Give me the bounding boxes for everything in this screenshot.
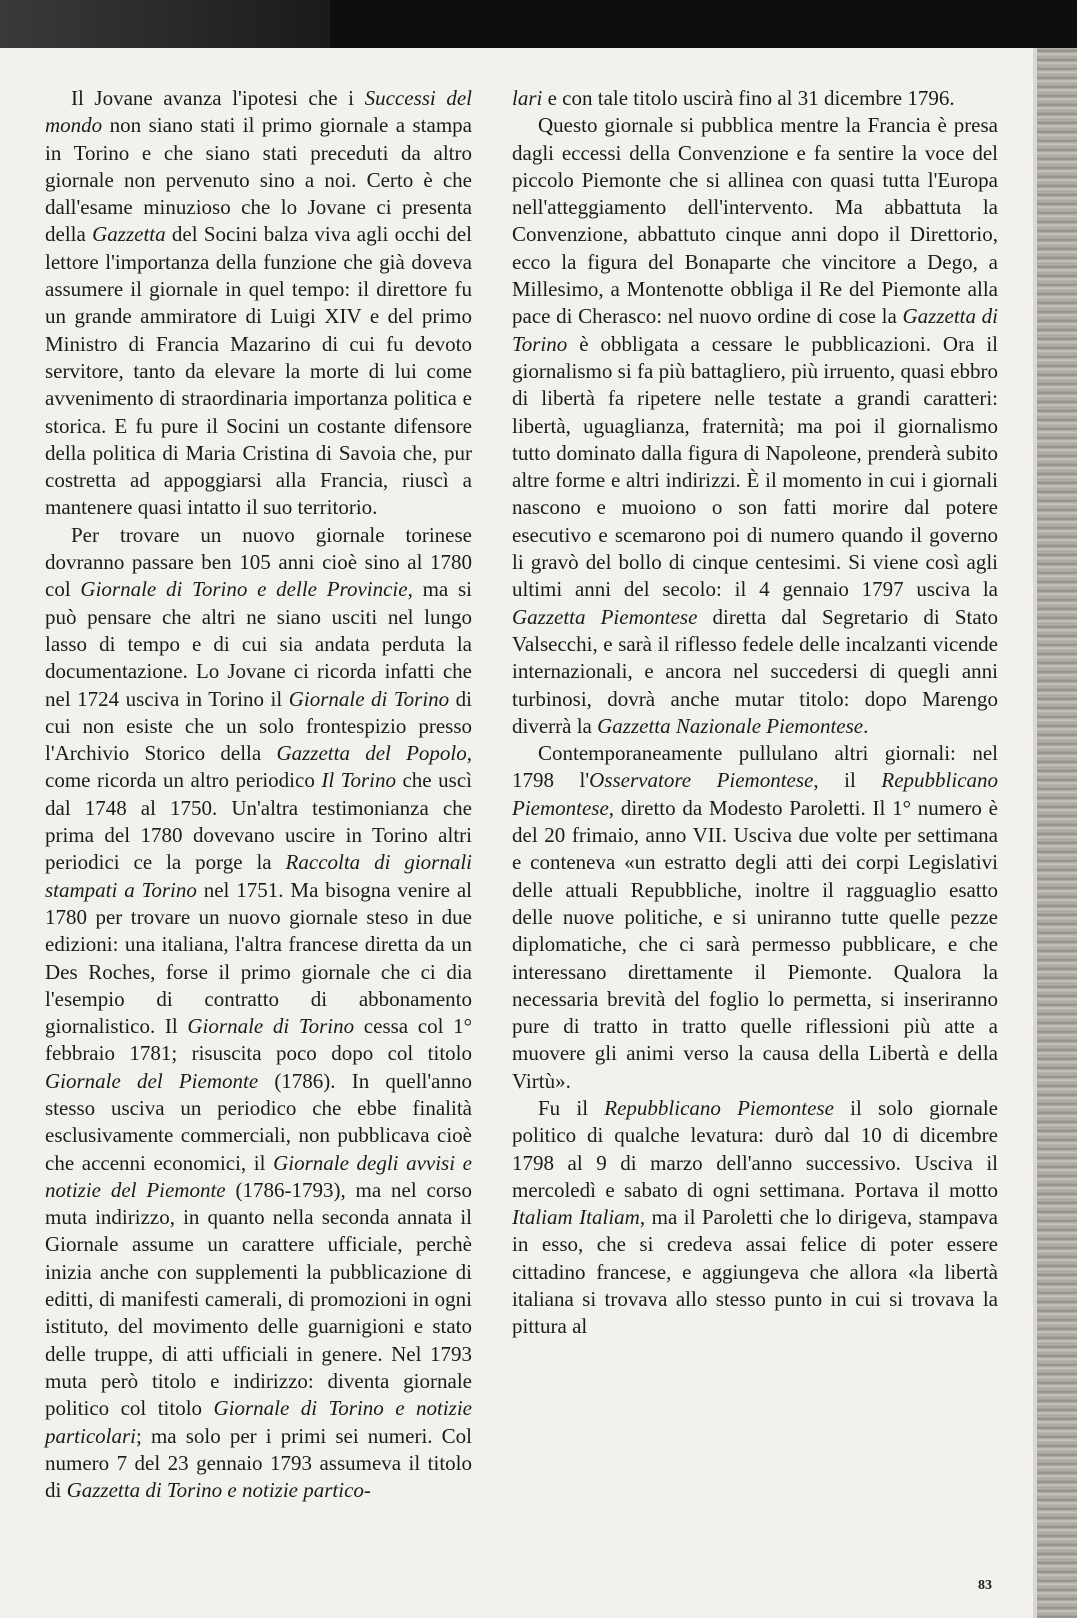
paragraph: Per trovare un nuovo giornale torinese dovranno passare ben 105 anni cioè sino al 1780 col Giornale di Torino e delle Provincie, ma si può pensare che altri ne siano usciti nel lungo lasso di tempo e di cui sia andata perduta la documentazione. Lo Jovane ci ricorda infatti che nel 1724 usciva in Torino il Giornale di Torino di cui non esiste che un solo frontespizio presso l'Archivio Storico della Gazzetta del Popolo, come ricorda un altro periodico Il Torino che uscì dal 1748 al 1750. Un'altra testimonianza che prima del 1780 dovevano uscire in Torino altri periodici ce la porge la Raccolta di giornali stampati a Torino nel 1751. Ma bisogna venire al 1780 per trovare un nuovo giornale steso in due edizioni: una italiana, l'altra francese diretta da un Des Roches, forse il primo giornale che ci dia l'esempio di contratto di abbonamento giornalistico. Il Giornale di Torino cessa col 1° febbraio 1781; risuscita poco dopo col titolo Giornale del Piemonte (1786). In quell'anno stesso usciva un periodico che ebbe finalità esclusivamente commerciali, non pubblicava cioè che accenni economici, il Giornale degli avvisi e notizie del Piemonte (1786-1793), ma nel corso muta indirizzo, in quanto nella seconda annata il Giornale assume un carattere ufficiale, perchè inizia anche con supplementi la pubblicazione di editti, di manifesti camerali, di promozioni in ogni istituto, del movimento delle guarnigioni e stato delle truppe, di atti ufficiali in genere. Nel 1793 muta però titolo e indirizzo: diventa giornale politico col titolo Giornale di Torino e notizie particolari; ma solo per i primi sei numeri. Col numero 7 del 23 gennaio 1793 assumeva il titolo di Gazzetta di Torino e notizie partico-	[45, 522, 473, 1503]
paragraph: Contemporaneamente pullulano altri giornali: nel 1798 l'Osservatore Piemontese, il Repubblicano Piemontese, diretto da Modesto Paroletti. Il 1° numero è del 20 frimaio, anno VII. Usciva due volte per settimana e conteneva «un estratto degli atti dei corpi Legislativi delle attuali Repubbliche, inoltre il ragguaglio esatto delle nuove politiche, e si uniranno tutte quelle pezze diplomatiche, che ci sarà permesso pubblicare, e che interessano direttamente il Piemonte. Qualora la necessaria brevità del foglio lo permetta, si inseriranno pure di tratto in tratto quelle riflessioni più atte a muovere gli animi verso la causa della Libertà e della Virtù».	[512, 741, 999, 1093]
paragraph: lari e con tale titolo uscirà fino al 31 dicembre 1796.	[512, 86, 955, 110]
paragraph: Fu il Repubblicano Piemontese il solo giornale politico di qualche levatura: durò dal 10 di dicembre 1798 al 9 di marzo dell'anno successivo. Usciva il mercoledì e sabato di ogni settimana. Portava il motto Italiam Italiam, ma il Paroletti che lo dirigeva, stampava in esso, che si credeva assai felice di poter essere cittadino francese, e aggiungeva che allora «la libertà italiana si trovava allo stesso punto in cui si trovava la pittura al	[512, 1095, 998, 1339]
paragraph: Questo giornale si pubblica mentre la Francia è presa dagli eccessi della Convenzione e fa sentire la voce del piccolo Piemonte che si allinea con quasi tutta l'Europa nell'atteggiamento dell'intervento. Ma abbattuta la Convenzione, abbattuto cinque anni dopo il Direttorio, ecco la figura del Bonaparte che vincitore a Dego, a Millesimo, a Montenotte obbliga il Re del Piemonte alla pace di Cherasco: nel nuovo ordine di cose la Gazzetta di Torino è obbligata a cessare le pubblicazioni. Ora il giornalismo si fa più battagliero, più irruento, quasi ebbro di libertà fa ripetere nelle testate a grandi caratteri: libertà, uguaglianza, fraternità; ma poi il giornalismo tutto dominato dalla figura di Napoleone, prenderà subito altre forme e altri indirizzi. È il momento in cui i giornali nascono e muoiono o son fatti morire dal potere esecutivo e scemarono poi di numero quando il governo li gravò del bollo di cinque centesimi. Si viene così agli ultimi anni del secolo: il 4 gennaio 1797 usciva la Gazzetta Piemontese diretta dal Segretario di Stato Valsecchi, e sarà il riflesso fedele delle incalzanti vicende internazionali, e ancora nel succedersi di quegli anni turbinosi, dovrà anche mutar titolo: dopo Marengo diverrà la Gazzetta Nazionale Piemontese.	[512, 113, 999, 738]
right-column	[512, 85, 998, 1341]
book-binding-edge	[1037, 48, 1077, 1618]
left-column	[45, 85, 472, 1504]
scan-top-shadow	[0, 0, 330, 48]
page-number: 83	[978, 1578, 992, 1593]
paragraph: Il Jovane avanza l'ipotesi che i Successi del mondo non siano stati il primo giornale a stampa in Torino e che siano stati preceduti da altro giornale non pervenuto sino a noi. Certo è che dall'esame minuzioso che lo Jovane ci presenta della Gazzetta del Socini balza viva agli occhi del lettore l'importanza della funzione che già doveva assumere il giornale in quel tempo: il direttore fu un grande ammiratore di Luigi XIV e del primo Ministro di Francia Mazarino di cui fu devoto servitore, tanto da elevare la morte di lui come avvenimento di straordinaria importanza politica e storica. E fu pure il Socini un costante difensore della politica di Maria Cristina di Savoia che, pur costretta ad appoggiarsi alla Francia, riuscì a mantenere quasi intatto il suo territorio.	[45, 86, 473, 520]
